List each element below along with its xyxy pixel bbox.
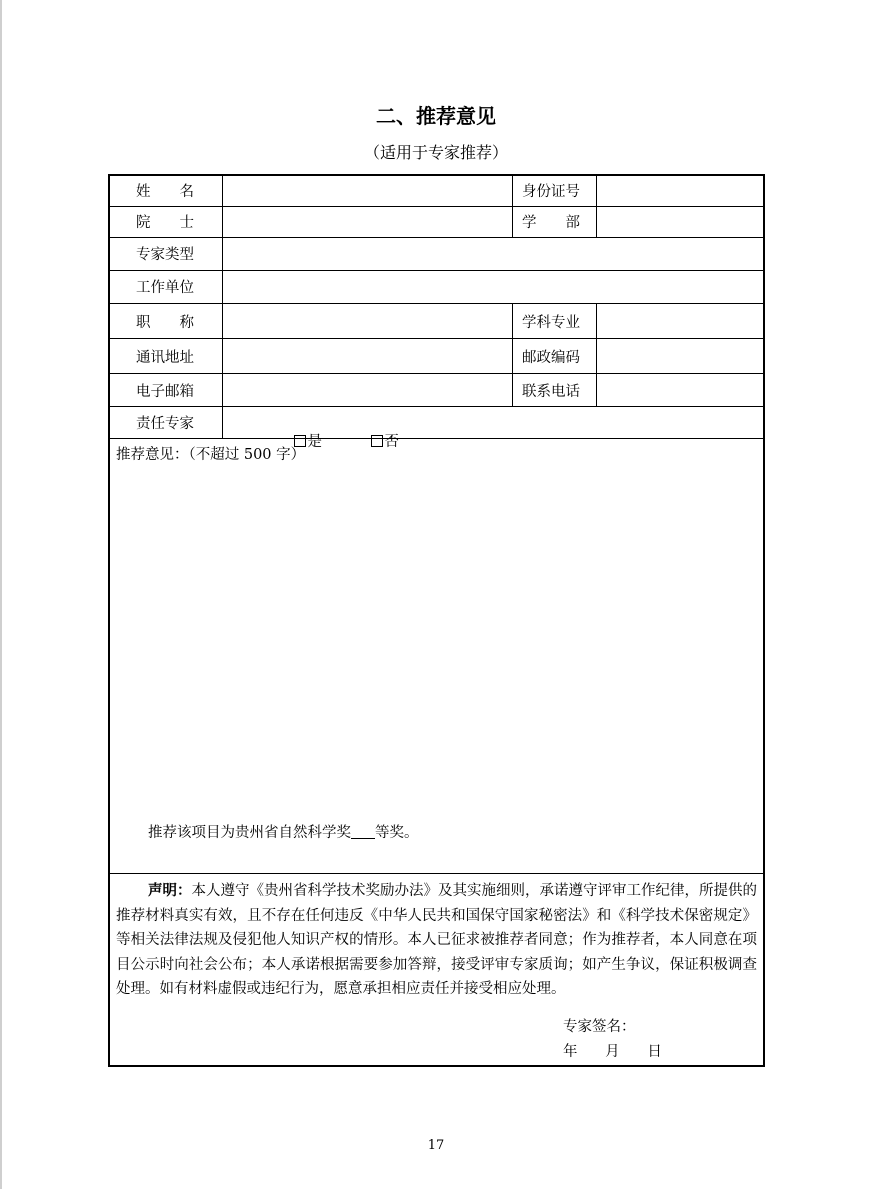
phone-label: 联系电话 <box>522 384 580 400</box>
option-no[interactable] <box>353 415 399 469</box>
postcode-label: 邮政编码 <box>522 350 580 366</box>
recommend-prefix: 推荐该项目为贵州省自然科学奖 <box>148 825 351 841</box>
date-year: 年 <box>563 1044 578 1060</box>
recommend-suffix: 等奖。 <box>375 825 419 841</box>
opinion-label: 推荐意见：（不超过 500 字） <box>116 447 306 463</box>
page-number: 17 <box>427 1138 445 1153</box>
date-month: 月 <box>605 1044 620 1060</box>
page-subtitle: （适用于专家推荐） <box>363 143 508 162</box>
page-title: 二、推荐意见 <box>376 104 496 128</box>
signature-date <box>563 1043 662 1061</box>
address-label: 通讯地址 <box>136 350 194 366</box>
responsible-expert-label: 责任专家 <box>136 416 194 432</box>
option-yes-label: 是 <box>307 434 322 450</box>
division-label: 学 部 <box>522 215 580 231</box>
checkbox-no[interactable] <box>371 435 383 447</box>
job-title-label: 职 称 <box>136 315 194 331</box>
recommendation-form <box>108 174 765 1067</box>
expert-type-label: 专家类型 <box>136 247 194 263</box>
date-day: 日 <box>647 1044 662 1060</box>
declaration <box>116 879 757 1002</box>
name-label: 姓 名 <box>136 184 194 200</box>
page-edge <box>0 0 2 1189</box>
award-grade-blank[interactable] <box>351 824 375 839</box>
declaration-head: 声明： <box>148 882 192 899</box>
expert-signature-label: 专家签名： <box>563 1019 636 1035</box>
work-unit-label: 工作单位 <box>136 280 194 296</box>
academician-label: 院 士 <box>136 215 194 231</box>
id-number-label: 身份证号 <box>522 184 580 200</box>
discipline-label: 学科专业 <box>522 315 580 331</box>
option-no-label: 否 <box>384 434 399 450</box>
declaration-body: 本人遵守《贵州省科学技术奖励办法》及其实施细则，承诺遵守评审工作纪律，所提供的推荐材料真实有效，且不存在任何违反《中华人民共和国保守国家秘密法》和《科学技术保密规定》等相关法律法规及侵犯他人知识产权的情形。本人已征求被推荐者同意；作为推荐者，本人同意在项目公示时向社会公布；本人承诺根据需要参加答辩，接受评审专家质询；如产生争议，保证积极调查处理。如有材料虚假或违纪行为，愿意承担相应责任并接受相应处理。 <box>116 883 757 997</box>
email-label: 电子邮箱 <box>136 384 194 400</box>
recommend-line <box>148 824 419 842</box>
